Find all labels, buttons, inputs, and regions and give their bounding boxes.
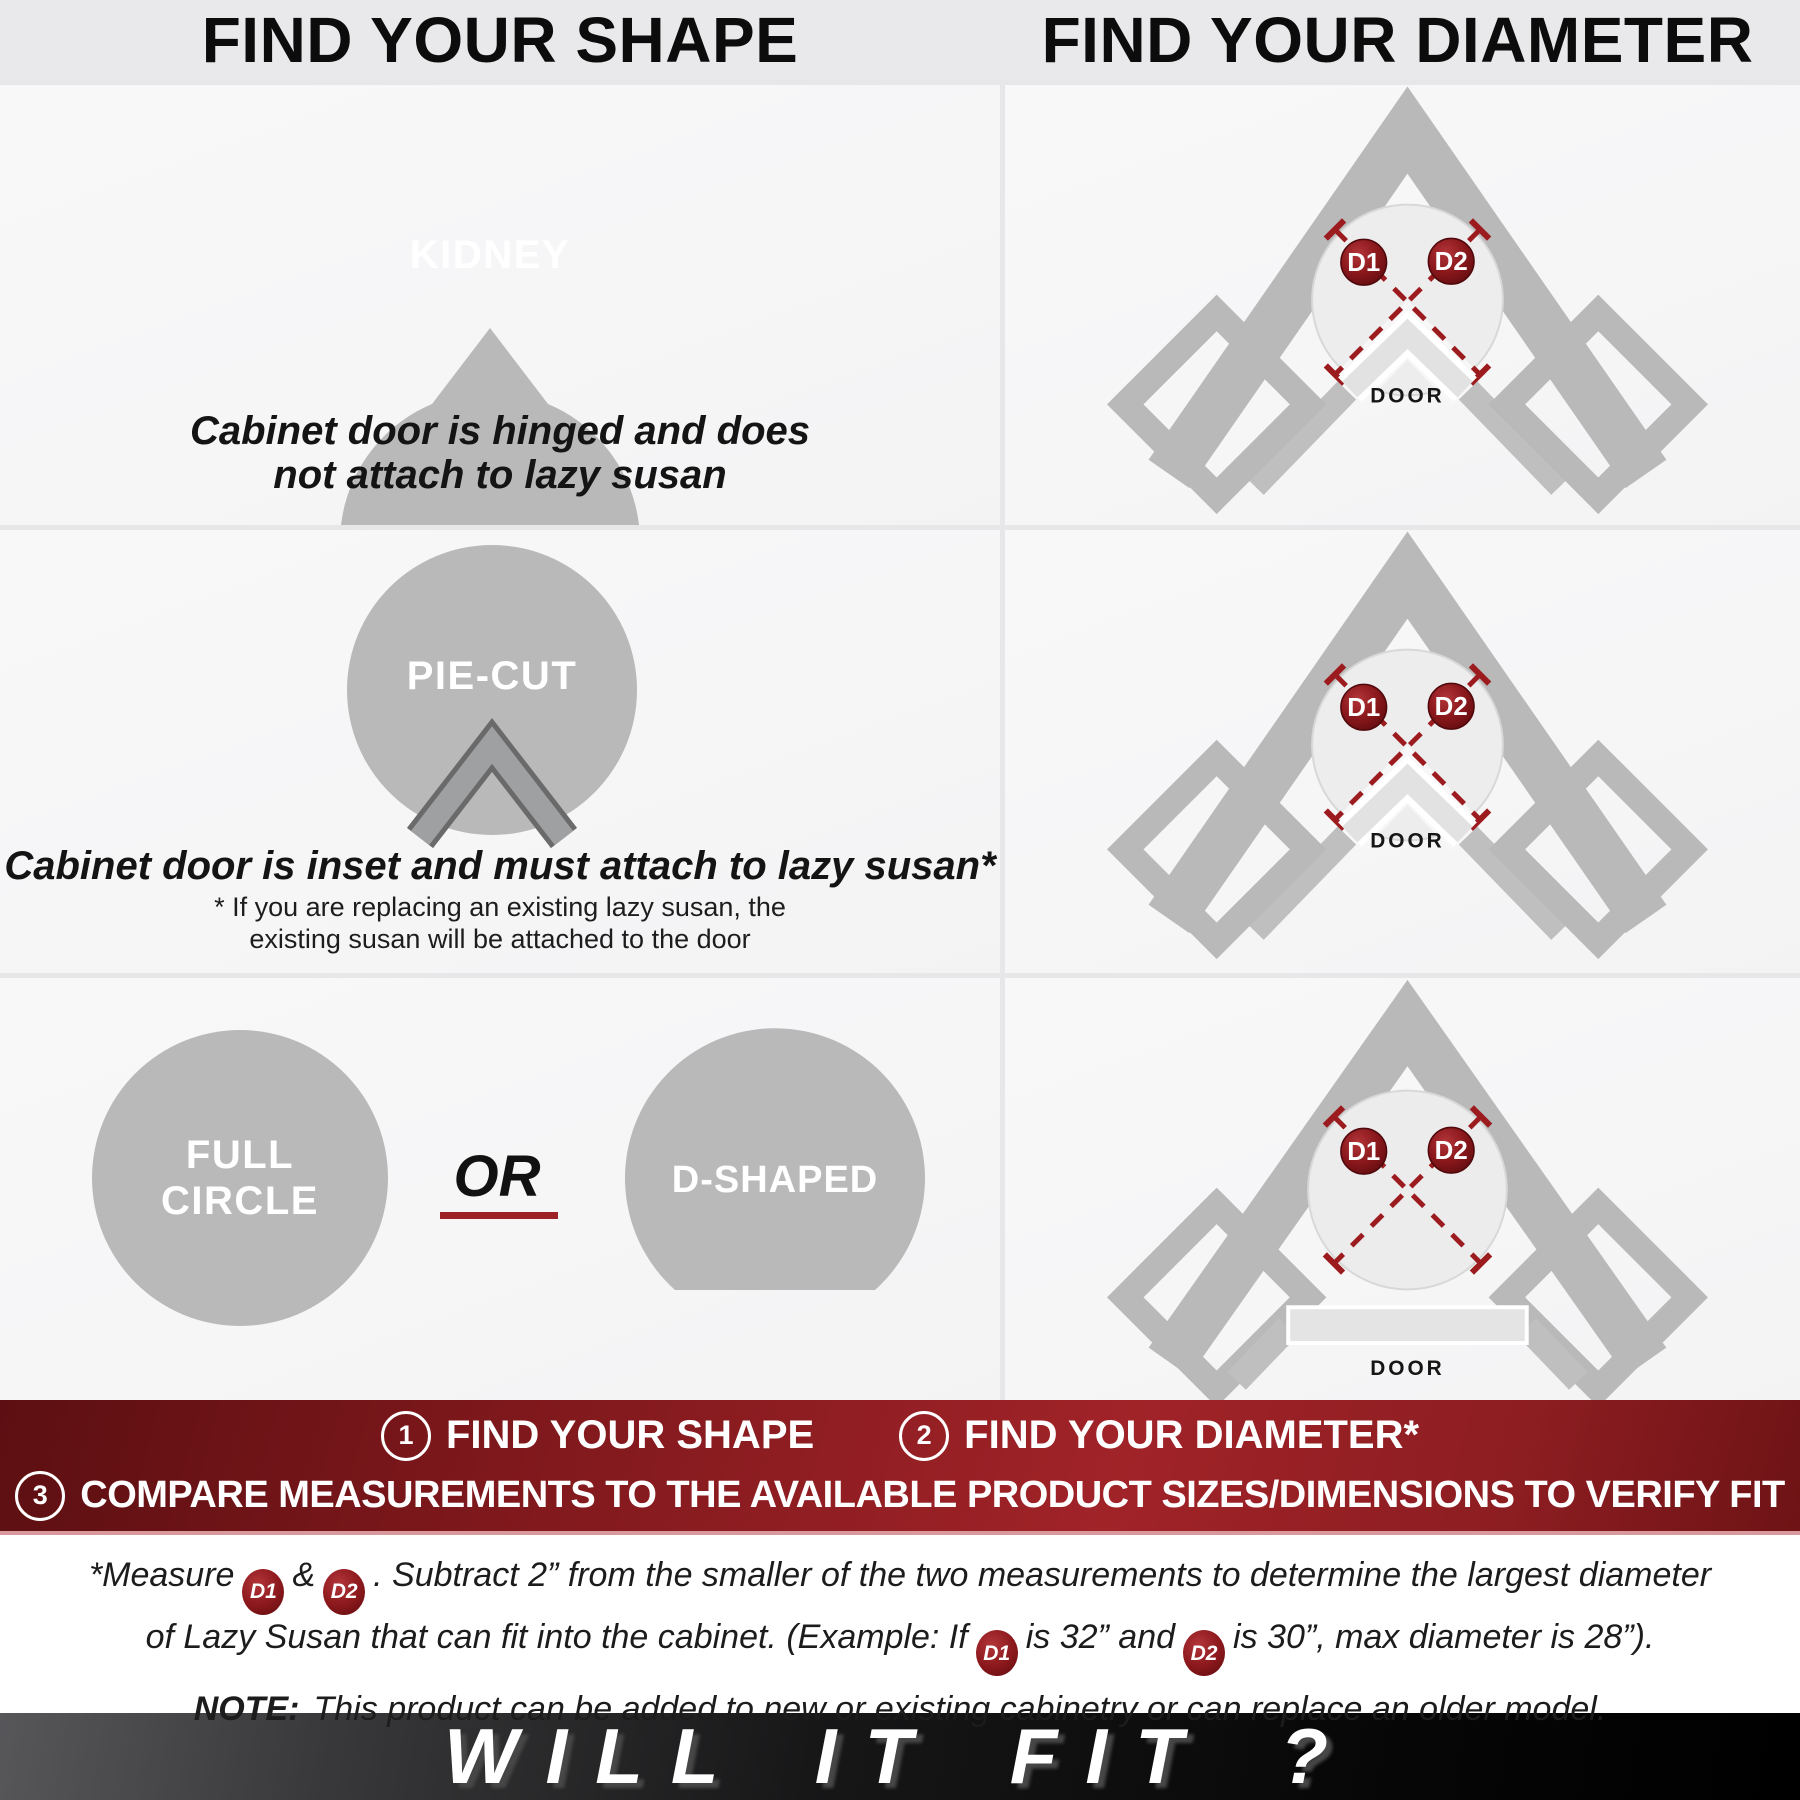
cabinet-diagram-kidney — [1005, 85, 1800, 525]
step-2-number-icon: 2 — [899, 1411, 949, 1461]
measure-line2-pre: of Lazy Susan that can fit into the cabinet. (Example: If — [145, 1617, 968, 1656]
d1-inline-badge-2: D1 — [976, 1630, 1018, 1676]
panel-diagram-piecut — [1005, 530, 1800, 973]
step-2-label: FIND YOUR DIAMETER* — [964, 1413, 1420, 1457]
steps-row-1 — [381, 1411, 1419, 1461]
step-3 — [15, 1471, 1785, 1521]
full-circle-label-line2: CIRCLE — [161, 1179, 319, 1223]
panel-diagram-fullcircle — [1005, 978, 1800, 1400]
d2-badge-label: D2 — [1434, 693, 1468, 722]
full-circle-shape — [92, 1030, 388, 1326]
cabinet-diagram-fullcircle — [1005, 978, 1800, 1400]
or-underline — [440, 1212, 558, 1219]
or-label: OR — [453, 1144, 541, 1209]
measure-line-1 — [0, 1553, 1800, 1615]
step-1 — [381, 1411, 814, 1461]
cabinet-diagram-piecut — [1005, 530, 1800, 973]
panel-shape-kidney — [0, 85, 1000, 525]
circle-dshaped-graphic — [0, 978, 1000, 1400]
d-shaped-label: D-SHAPED — [671, 1159, 879, 1201]
piecut-footnote-line1: * If you are replacing an existing lazy susan, the — [214, 892, 786, 922]
measure-line2-mid: is 32” and — [1025, 1617, 1176, 1656]
d2-badge-label: D2 — [1434, 1137, 1468, 1166]
door-label: DOOR — [1370, 384, 1445, 408]
door-flat — [1288, 1307, 1527, 1343]
step-3-label: COMPARE MEASUREMENTS TO THE AVAILABLE PRODUCT SIZES/DIMENSIONS TO VERIFY FIT — [80, 1474, 1785, 1516]
d1-inline-badge: D1 — [242, 1569, 284, 1615]
column-title-shape: FIND YOUR SHAPE — [201, 4, 799, 76]
column-title-diameter: FIND YOUR DIAMETER — [1041, 4, 1754, 76]
panel-shape-circle-dshaped — [0, 978, 1000, 1400]
measurement-note-section — [0, 1535, 1800, 1728]
full-circle-label-line1: FULL — [185, 1133, 295, 1177]
kidney-caption-line1: Cabinet door is hinged and does — [189, 409, 811, 453]
kidney-caption-line2: not attach to lazy susan — [273, 453, 727, 497]
piecut-footnote — [0, 891, 1000, 955]
note-text: This product can be added to new or existing cabinetry or can replace an older model. — [313, 1690, 1607, 1728]
panel-diagram-kidney — [1005, 85, 1800, 525]
measure-line1-amp: & — [292, 1556, 316, 1594]
door-label: DOOR — [1370, 1356, 1445, 1380]
kidney-caption — [0, 409, 1000, 497]
piecut-footnote-line2: existing susan will be attached to the door — [249, 924, 751, 954]
d2-inline-badge: D2 — [323, 1569, 365, 1615]
measure-line2-end: is 30”, max diameter is 28”). — [1233, 1617, 1655, 1656]
footer-title: WILL IT FIT ? — [443, 1712, 1357, 1800]
d2-badge-label: D2 — [1434, 248, 1468, 277]
step-1-number-icon: 1 — [381, 1411, 431, 1461]
d1-badge-label: D1 — [1347, 694, 1381, 723]
note-label: NOTE: — [193, 1690, 300, 1728]
piecut-caption: Cabinet door is inset and must attach to lazy susan* — [4, 844, 996, 888]
d1-badge-label: D1 — [1347, 249, 1381, 278]
kidney-label: KIDNEY — [409, 233, 571, 277]
measure-line1-pre: *Measure — [88, 1556, 235, 1594]
step-2 — [899, 1411, 1419, 1461]
steps-banner — [0, 1400, 1800, 1535]
measure-line-2 — [0, 1615, 1800, 1677]
measure-line1-post: . Subtract 2” from the smaller of the two measurements to determine the largest diameter — [373, 1556, 1712, 1594]
d2-inline-badge-2: D2 — [1183, 1630, 1225, 1676]
steps-row-2 — [15, 1471, 1785, 1521]
header-band — [0, 0, 1800, 80]
d1-badge-label: D1 — [1347, 1138, 1381, 1167]
step-1-label: FIND YOUR SHAPE — [445, 1413, 815, 1457]
door-label: DOOR — [1370, 829, 1445, 853]
panel-shape-piecut — [0, 530, 1000, 973]
piecut-label: PIE-CUT — [406, 654, 578, 698]
step-3-number-icon: 3 — [15, 1471, 65, 1521]
